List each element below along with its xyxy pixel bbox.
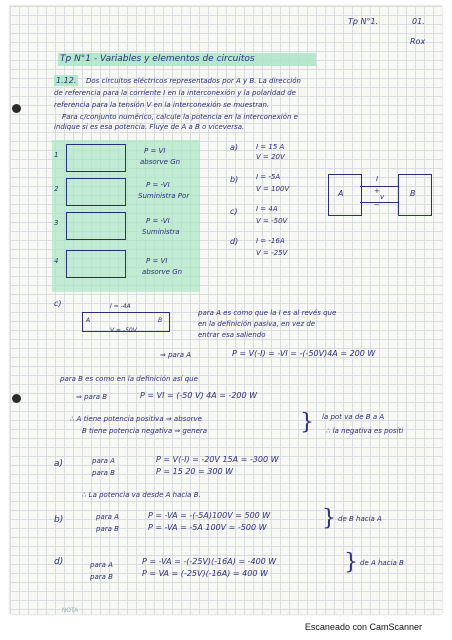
part-c-label: c) (54, 299, 62, 308)
current-label: I (376, 175, 379, 183)
problem-line-2: de referencia para la corriente I en la interconexión y la polaridad de (54, 89, 296, 97)
problem-line-5: indique si es esa potencia. Fluye de A a B o viceversa. (54, 123, 245, 131)
part-a-row-1: P = V(-I) = -20V 15A = -300 W (156, 455, 279, 464)
circuit-b-label: B (410, 189, 416, 198)
part-b-label: b) (54, 515, 64, 525)
part-c-calc: P = V(-I) = -VI = -(-50V)4A = 200 W (232, 349, 376, 358)
part-b-row-2: P = -VA = -5A 100V = -500 W (148, 523, 267, 532)
page-number: 01. (412, 17, 425, 26)
part-c-note-3: entrar esa saliendo (198, 331, 266, 339)
minus-sign: − (374, 201, 380, 209)
part-a-label: a) (54, 459, 64, 469)
part-c-line-2: para B es como en la definición así que (60, 375, 198, 383)
case-2-diagram (66, 178, 126, 206)
case-2-type: Suministra Por (138, 192, 190, 200)
case-4-diagram (66, 250, 126, 278)
case-4-type: absorve Gn (142, 268, 183, 276)
part-a-who-2: para B (92, 469, 115, 477)
author-name: Rox (410, 37, 426, 46)
part-c-conclusion-2: B tiene potencia negativa ⇒ genera (82, 427, 208, 435)
part-b-side: de B hacia A (338, 515, 382, 523)
circuit-a-label: A (338, 189, 344, 198)
part-d-label: d) (54, 557, 64, 567)
circuit-a-box (328, 174, 362, 216)
problem-line-3: referencia para la tensión V en la interconexión se muestran. (54, 101, 270, 109)
part-b-who-2: para B (96, 525, 119, 533)
part-a-row-2: P = 15 20 = 300 W (156, 467, 234, 476)
case-3-type: Suministra (142, 228, 180, 236)
part-c-calc-b-prefix: ⇒ para B (76, 393, 108, 401)
voltage-label: v (380, 193, 385, 201)
part-c-note-1: para A es como que la I es al revés que (198, 309, 337, 317)
problem-line-1: Dos circuitos eléctricos representados por A y B. La dirección (86, 77, 301, 85)
part-c-conclusion-right-1: la pot va de B a A (322, 413, 385, 421)
part-d-row-2: P = VA = (-25V)(-16A) = 400 W (142, 569, 268, 578)
notebook-page: Tp N°1. 01. Rox Tp N°1 - Variables y elementos de circuitos 1.12. Dos circuitos eléctricos representados por A y B. La dirección de referencia para la corriente I en la interconexión y la polaridad de referencia para la tensión V en la interconexión se muestran. Para c/conjunto numérico, calcule la potencia en la interconexión e indique si es esa potencia. Fluye de A a B o viceversa. 1 P = VI absorve Gn 2 P = -VI Suministra Por 3 P = -VI Suministra 4 P = VI absorve Gn a) I = 15 A V = 20V b) I = -5A V = 100V c) I = 4A V = -50V d) I = -16A V = -25V A B I + v − c) I = -4A A B V = -50V para A es como que la I es al revés que en la definición pasiva, en vez de entrar esa saliendo ⇒ para A P = V(-I) = -VI = -(-50V)4A = 200 W para B es como en la definición así que ⇒ para B P = VI = (-50 V) 4A = -200 W ∴ A tiene potencia positiva ⇒ absorve B tiene potencia negativa ⇒ genera } la pot va de B a A ∴ la negativa es positi a) para A P = V(-I) = -20V 15A = -300 W para B P = 15 20 = 300 W ∴ La potencia va desde A hacia B. b) para A P = -VA = -(-5A)100V = 500 W para B P = -VA = -5A 100V = -500 W } de B hacia A d) para A P = -VA = -(-25V)(-16A) = -400 W para B P = VA = (-25V)(-16A) = 400 W } de A hacia B NOTA (10, 6, 442, 614)
part-a-conclusion: ∴ La potencia va desde A hacia B. (82, 491, 201, 499)
scanner-watermark: Escaneado con CamScanner (304, 622, 422, 632)
nota-label: NOTA (62, 608, 79, 614)
part-d-brace: } (344, 550, 358, 575)
binder-hole-bottom (12, 394, 21, 403)
problem-line-4: Para c/conjunto numérico, calcule la potencia en la interconexión e (62, 113, 298, 121)
part-b-brace: } (322, 506, 336, 531)
part-c-diag-left: A (86, 317, 91, 324)
part-c-conclusion-right-2: ∴ la negativa es positi (326, 427, 404, 435)
problem-number: 1.12. (56, 76, 77, 85)
binder-hole-top (12, 104, 21, 113)
case-4-formula: P = VI (146, 257, 168, 265)
case-1-formula: P = VI (144, 147, 166, 155)
part-b-row-1: P = -VA = -(-5A)100V = 500 W (148, 511, 271, 520)
part-b-who-1: para A (96, 513, 119, 521)
case-3-formula: P = -VI (146, 217, 170, 225)
part-d-side: de A hacia B (360, 559, 404, 567)
plus-sign: + (374, 187, 380, 195)
page-title: Tp N°1 - Variables y elementos de circuitos (60, 54, 255, 64)
part-c-diag-top: I = -4A (110, 303, 131, 310)
part-c-diag-right: B (158, 317, 163, 324)
part-d-who-2: para B (90, 573, 113, 581)
part-c-calc-prefix: ⇒ para A (160, 351, 192, 359)
case-3-diagram (66, 212, 126, 240)
case-1-diagram (66, 144, 126, 172)
part-c-diag-bottom: V = -50V (110, 327, 137, 334)
case-2-formula: P = -VI (146, 181, 170, 189)
part-c-conclusion-1: ∴ A tiene potencia positiva ⇒ absorve (70, 415, 202, 423)
conclusion-brace: } (300, 410, 314, 435)
part-a-who-1: para A (92, 457, 115, 465)
part-c-note-2: en la definición pasiva, en vez de (198, 320, 316, 328)
part-c-calc-b: P = VI = (-50 V) 4A = -200 W (140, 391, 258, 400)
part-d-who-1: para A (90, 561, 113, 569)
tp-label: Tp N°1. (348, 17, 379, 26)
part-d-row-1: P = -VA = -(-25V)(-16A) = -400 W (142, 557, 277, 566)
case-1-type: absorve Gn (140, 158, 181, 166)
